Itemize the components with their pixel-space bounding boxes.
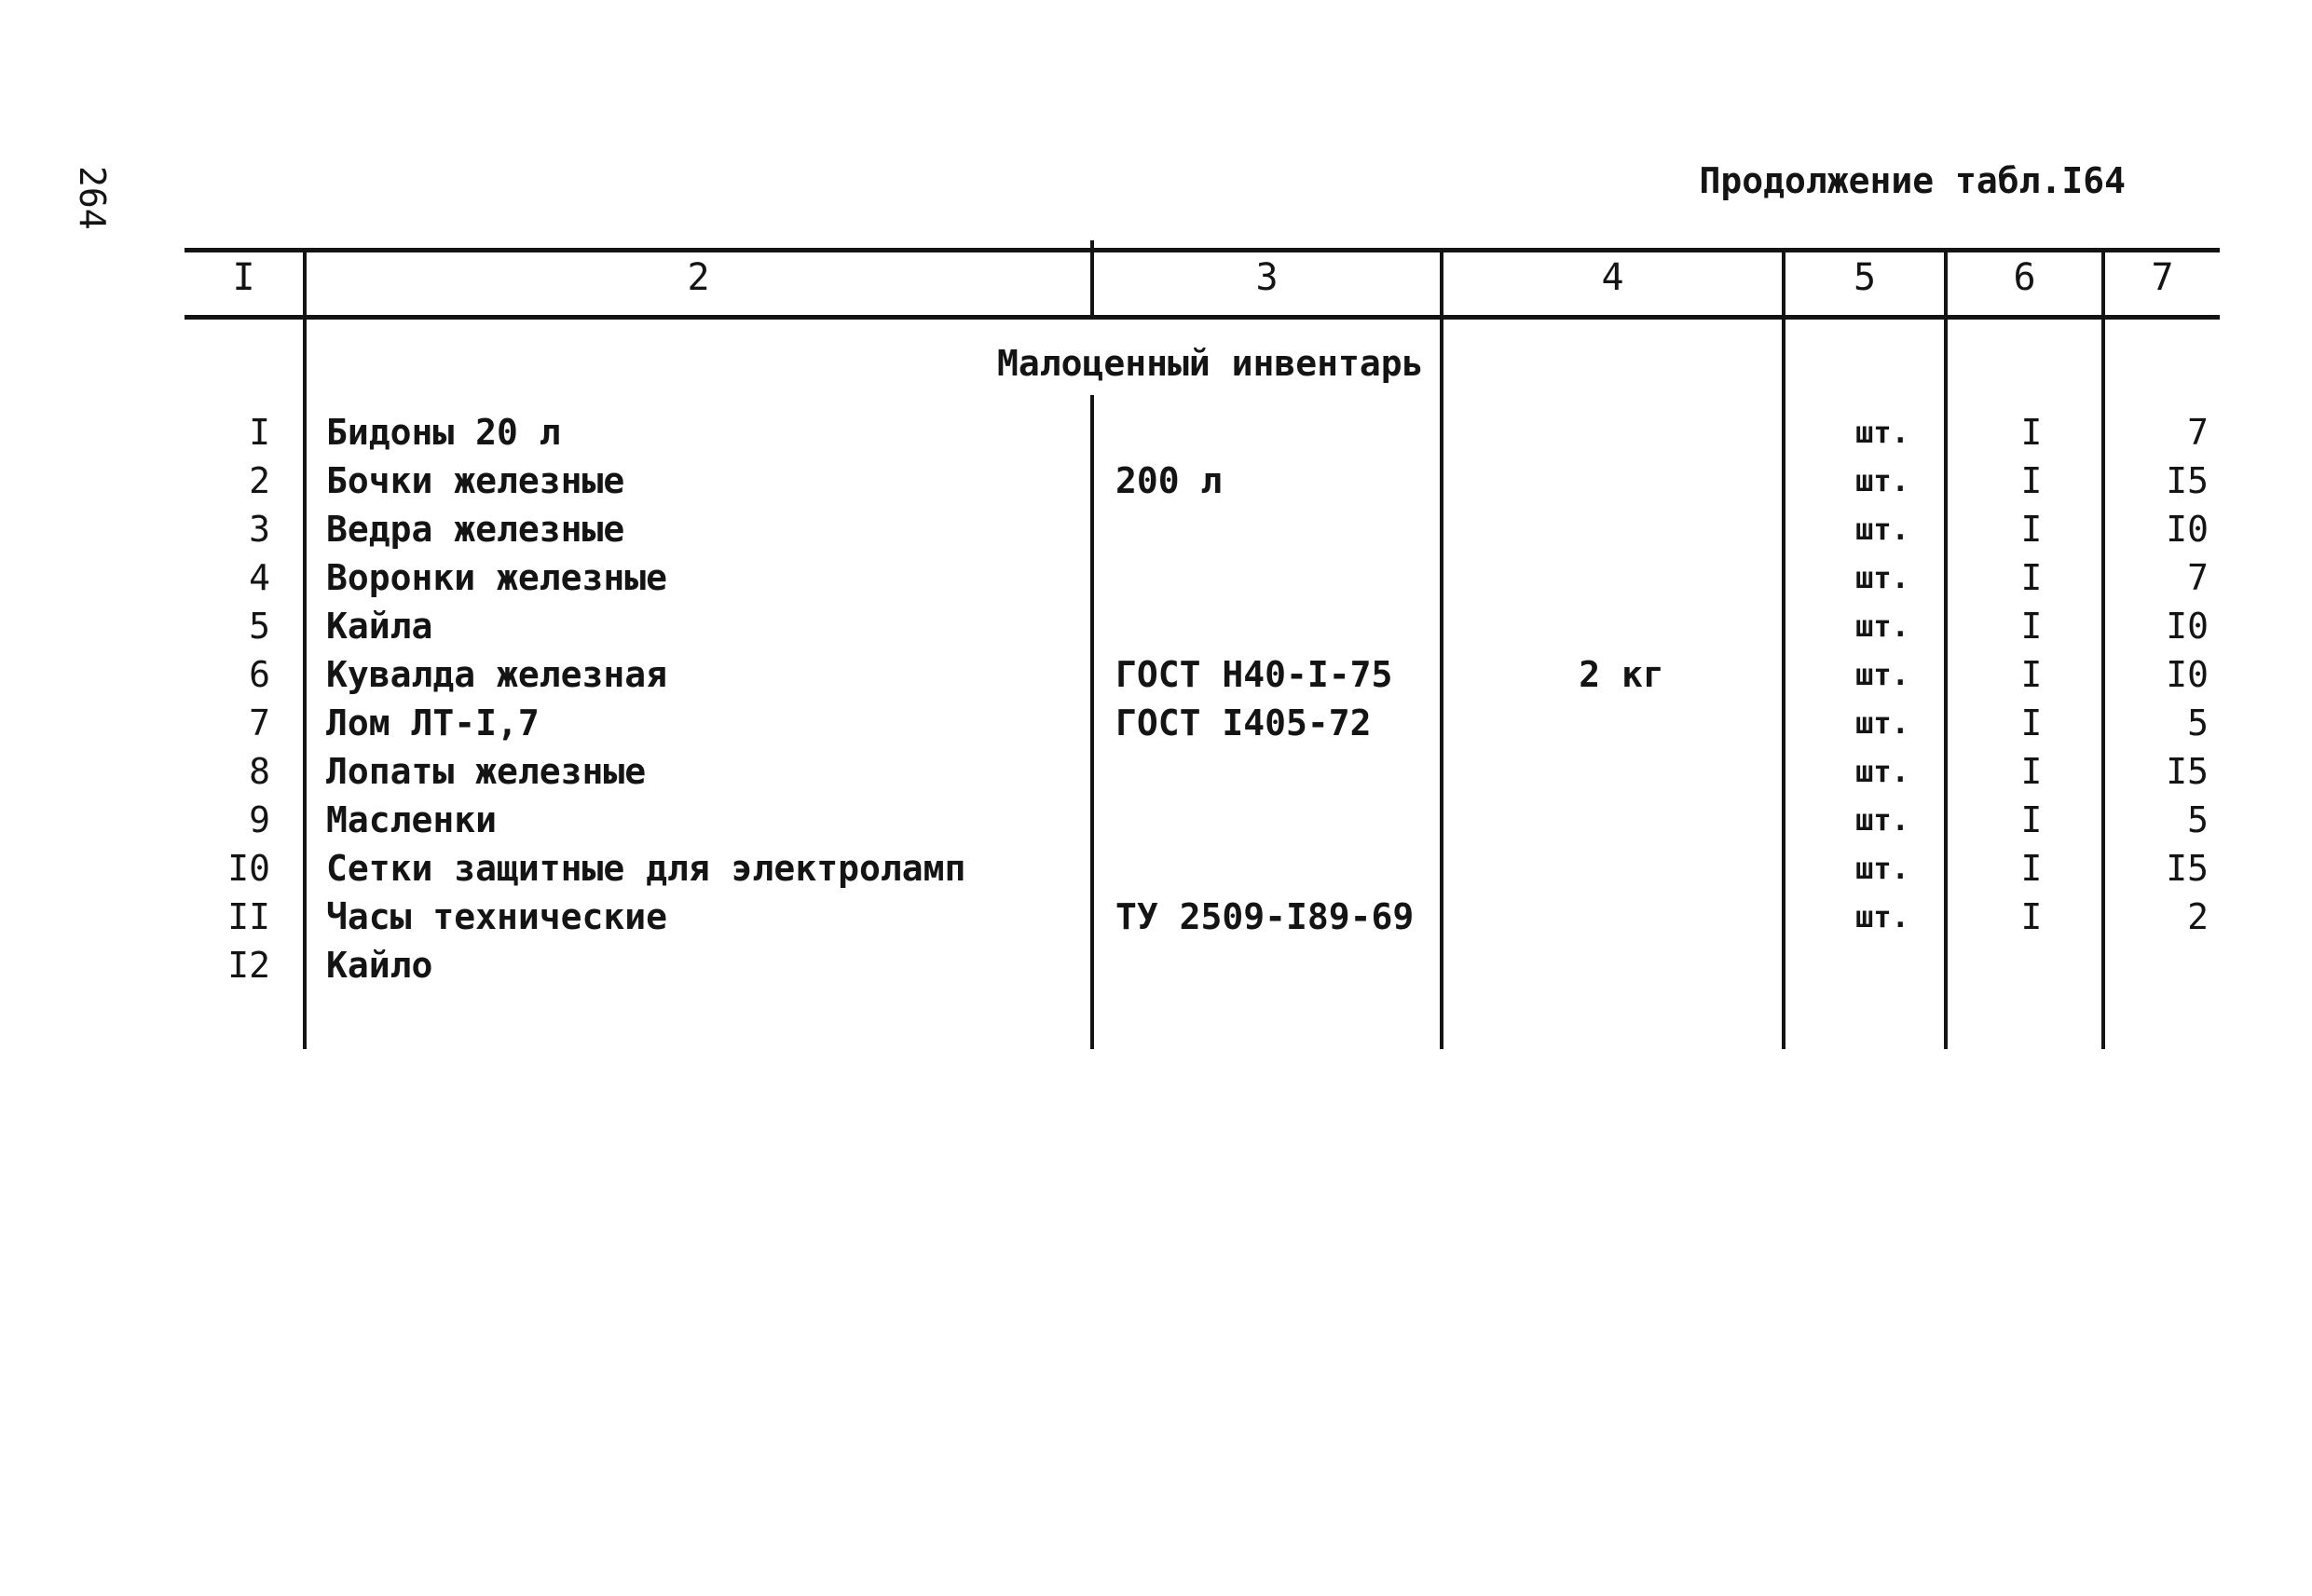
row-number: 9 [249,799,270,840]
item-name: Ведра железные [326,509,625,550]
item-quantity: I [2020,606,2043,647]
item-quantity: I [2020,557,2043,598]
table-row [0,553,2312,602]
column-header: 5 [1853,256,1877,299]
item-spec: ГОСТ Н40-I-75 [1115,654,1393,695]
item-years: 2 [2187,896,2209,937]
table-row [0,602,2312,650]
table-row [0,844,2312,893]
table-row [0,796,2312,844]
item-unit: шт. [1855,657,1909,692]
item-unit: шт. [1855,851,1909,886]
item-years: I0 [2166,509,2209,550]
table-row [0,893,2312,941]
table-row [0,457,2312,505]
table-header-rule [185,315,2220,320]
column-header: 7 [2151,256,2174,299]
item-years: 5 [2187,703,2209,743]
item-years: I0 [2166,606,2209,647]
table-row [0,505,2312,553]
item-unit: шт. [1855,608,1909,644]
table-row [0,650,2312,699]
row-number: I2 [227,945,270,986]
row-number: 3 [249,509,270,550]
page-number: 264 [72,166,113,230]
item-name: Бочки железные [326,460,625,501]
item-spec: ГОСТ I405-72 [1115,703,1372,743]
item-quantity: I [2020,896,2043,937]
item-unit: шт. [1855,463,1909,498]
column-header: 6 [2013,256,2036,299]
item-unit: шт. [1855,899,1909,934]
row-number: 2 [249,460,270,501]
column-header: 3 [1255,256,1279,299]
item-quantity: I [2020,799,2043,840]
item-name: Воронки железные [326,557,668,598]
item-quantity: I [2020,654,2043,695]
row-number: 5 [249,606,270,647]
item-quantity: I [2020,703,2043,743]
item-spec: ТУ 2509-I89-69 [1115,896,1415,937]
item-unit: шт. [1855,705,1909,741]
table-top-rule [185,248,2220,252]
item-quantity: I [2020,460,2043,501]
item-name: Сетки защитные для электроламп [326,848,966,889]
item-unit: шт. [1855,512,1909,547]
item-name: Масленки [326,799,498,840]
item-name: Бидоны 20 л [326,412,561,453]
item-years: 5 [2187,799,2209,840]
row-number: 7 [249,703,270,743]
item-quantity: I [2020,509,2043,550]
item-name: Кайло [326,945,433,986]
table-caption: Продолжение табл.I64 [1699,160,2126,201]
item-name: Кайла [326,606,433,647]
table-row [0,747,2312,796]
item-unit: шт. [1855,802,1909,838]
item-quantity: I [2020,751,2043,792]
item-name: Часы технические [326,896,668,937]
column-header: 4 [1601,256,1624,299]
section-title: Малоценный инвентарь [997,343,1424,384]
table-row [0,699,2312,747]
item-size: 2 кг [1579,654,1664,695]
item-quantity: I [2020,412,2043,453]
row-number: I [249,412,270,453]
item-quantity: I [2020,848,2043,889]
row-number: II [227,896,270,937]
item-name: Лопаты железные [326,751,647,792]
item-years: I0 [2166,654,2209,695]
item-spec: 200 л [1115,460,1223,501]
row-number: 6 [249,654,270,695]
item-years: 7 [2187,412,2209,453]
table-row [0,941,2312,989]
item-unit: шт. [1855,560,1909,595]
item-years: I5 [2166,460,2209,501]
table-body [0,408,2312,989]
column-header: I [232,256,255,299]
row-number: 8 [249,751,270,792]
row-number: 4 [249,557,270,598]
row-number: I0 [227,848,270,889]
item-name: Лом ЛТ-I,7 [326,703,540,743]
item-unit: шт. [1855,415,1909,450]
item-name: Кувалда железная [326,654,668,695]
item-years: I5 [2166,751,2209,792]
table-row [0,408,2312,457]
item-years: 7 [2187,557,2209,598]
item-unit: шт. [1855,754,1909,789]
item-years: I5 [2166,848,2209,889]
column-header: 2 [687,256,710,299]
